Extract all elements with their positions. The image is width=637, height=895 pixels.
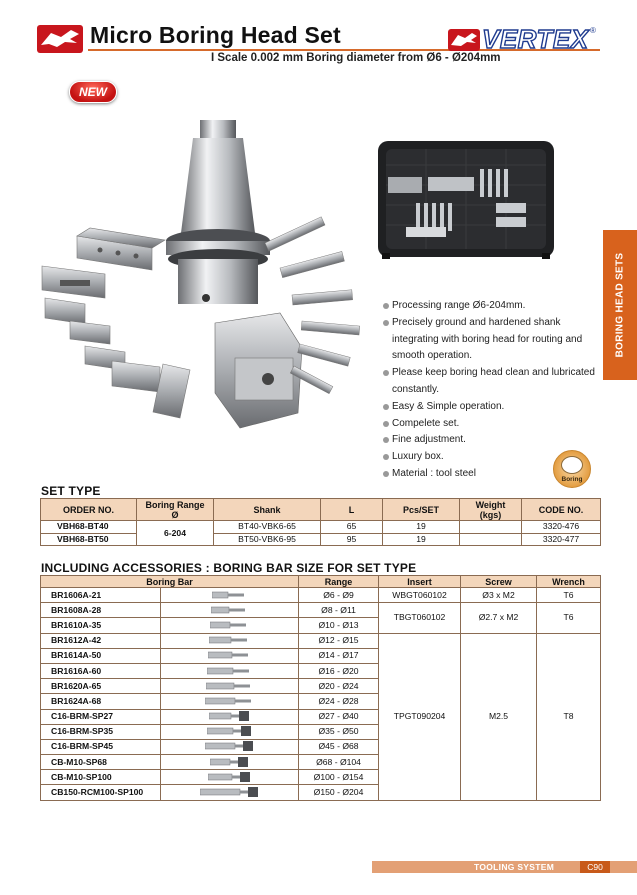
set-type-heading: SET TYPE [41,484,101,498]
shared-range-cell: 6-204 [137,521,214,546]
feature-item-continued: integrating with boring head for routing and [392,333,583,345]
boring-range: Ø27 - Ø40 [299,709,379,724]
boring-bar-name: BR1616A-60 [41,663,161,678]
boring-icon-inner [561,456,583,474]
boring-bar-name: C16-BRM-SP35 [41,724,161,739]
boring-bar-icon [209,711,251,722]
boring-bar-icon [207,726,253,737]
col-wrench: Wrench [537,576,601,588]
boring-bar-name: CB-M10-SP100 [41,770,161,785]
boring-range: Ø35 - Ø50 [299,724,379,739]
boring-bar-name: BR1620A-65 [41,679,161,694]
boring-bar-name: BR1608A-28 [41,603,161,618]
boring-range: Ø100 - Ø154 [299,770,379,785]
page-title: Micro Boring Head Set [90,22,341,48]
case-photo [376,135,556,260]
feature-item: Compelete set. [383,416,605,433]
footer-label: TOOLING SYSTEM [474,862,555,872]
boring-bar-image [161,588,299,603]
accessories-table [40,575,601,801]
col-weight: Weight (kgs) [460,499,522,521]
table-row: VBH68-BT50 BT50-VBK6-95 95 19 3320-477 [41,533,601,546]
col-insert: Insert [379,576,461,588]
feature-item-continued: smooth operation. [392,350,473,362]
feature-item: Fine adjustment. [383,432,605,449]
col-range: Range [299,576,379,588]
boring-bar-image [161,755,299,770]
boring-bar-icon [210,757,250,768]
boring-bar-name: BR1610A-35 [41,618,161,633]
boring-range: Ø20 - Ø24 [299,679,379,694]
feature-item: Precisely ground and hardened shank [383,315,605,332]
boring-bar-image [161,694,299,709]
wrench-cell: T6 [537,588,601,603]
boring-bar-icon [209,635,251,646]
wrench-cell: T6 [537,603,601,633]
screw-cell: Ø3 x M2 [461,588,537,603]
side-tab-label: BORING HEAD SETS [614,252,626,358]
boring-bar-icon [205,696,255,707]
boring-range: Ø10 - Ø13 [299,618,379,633]
boring-bar-name: BR1606A-21 [41,588,161,603]
boring-bar-image [161,603,299,618]
boring-range: Ø150 - Ø204 [299,785,379,800]
boring-bar-image [161,785,299,800]
boring-bar-image [161,663,299,678]
col-shank: Shank [214,499,321,521]
boring-range: Ø12 - Ø15 [299,633,379,648]
feature-item: Material : tool steel [383,466,605,483]
boring-range: Ø8 - Ø11 [299,603,379,618]
company-logo [37,25,83,53]
table-row [41,588,601,603]
boring-bar-name: CB150-RCM100-SP100 [41,785,161,800]
col-boring-range: Boring Range Ø [137,499,214,521]
boring-bar-name: C16-BRM-SP27 [41,709,161,724]
boring-bar-name: BR1624A-68 [41,694,161,709]
boring-bar-icon [200,787,260,798]
boring-bar-icon [210,620,250,631]
feature-item: Easy & Simple operation. [383,399,605,416]
col-order-no: ORDER NO. [41,499,137,521]
boring-bar-name: C16-BRM-SP45 [41,739,161,754]
boring-bar-image [161,709,299,724]
boring-bar-image [161,739,299,754]
vertex-logo [448,24,598,54]
boring-icon-label: Boring [561,476,583,483]
col-code-no: CODE NO. [522,499,601,521]
boring-bar-image [161,633,299,648]
table-header-row [41,576,601,588]
col-boring-bar: Boring Bar [41,576,299,588]
product-photo [30,108,375,438]
boring-bar-name: BR1614A-50 [41,648,161,663]
boring-bar-icon [208,772,252,783]
screw-cell: M2.5 [461,633,537,800]
feature-item: Processing range Ø6-204mm. [383,298,605,315]
boring-bar-image [161,770,299,785]
section-side-tab [603,230,637,380]
boring-bar-image [161,618,299,633]
new-badge: NEW [69,81,117,103]
feature-item: Luxury box. [383,449,605,466]
boring-icon [553,450,591,488]
boring-bar-icon [212,590,248,601]
insert-cell: TPGT090204 [379,633,461,800]
screw-cell: Ø2.7 x M2 [461,603,537,633]
insert-cell: TBGT060102 [379,603,461,633]
accessories-heading: INCLUDING ACCESSORIES : BORING BAR SIZE FOR SET TYPE [41,561,417,575]
boring-range: Ø68 - Ø104 [299,755,379,770]
vertex-eagle-icon [448,29,480,51]
col-l: L [321,499,383,521]
table-header-row [41,499,601,521]
boring-range: Ø16 - Ø20 [299,663,379,678]
col-screw: Screw [461,576,537,588]
boring-bar-image [161,648,299,663]
boring-range: Ø6 - Ø9 [299,588,379,603]
boring-bar-image [161,679,299,694]
feature-item: Please keep boring head clean and lubricated [383,365,605,382]
wrench-cell: T8 [537,633,601,800]
boring-bar-icon [207,666,253,677]
table-row: VBH68-BT40 6-204 BT40-VBK6-65 65 19 3320-476 [41,521,601,534]
boring-range: Ø45 - Ø68 [299,739,379,754]
boring-range: Ø14 - Ø17 [299,648,379,663]
page-subtitle: I Scale 0.002 mm Boring diameter from Ø6 - Ø204mm [211,52,501,64]
eagle-icon [37,25,83,53]
vertex-wordmark: VERTEX [482,24,589,54]
insert-cell: WBGT060102 [379,588,461,603]
boring-bar-name: BR1612A-42 [41,633,161,648]
boring-bar-icon [208,650,252,661]
boring-bar-name: CB-M10-SP68 [41,755,161,770]
boring-bar-icon [211,605,249,616]
boring-range: Ø24 - Ø28 [299,694,379,709]
registered-mark: ® [590,26,596,35]
page-number: C90 [580,861,610,873]
table-row [41,603,601,618]
boring-bar-icon [206,681,254,692]
col-pcs-set: Pcs/SET [383,499,460,521]
table-row [41,633,601,648]
boring-bar-image [161,724,299,739]
boring-bar-icon [205,741,255,752]
set-type-table [40,498,601,546]
feature-item-continued: constantly. [392,383,440,395]
